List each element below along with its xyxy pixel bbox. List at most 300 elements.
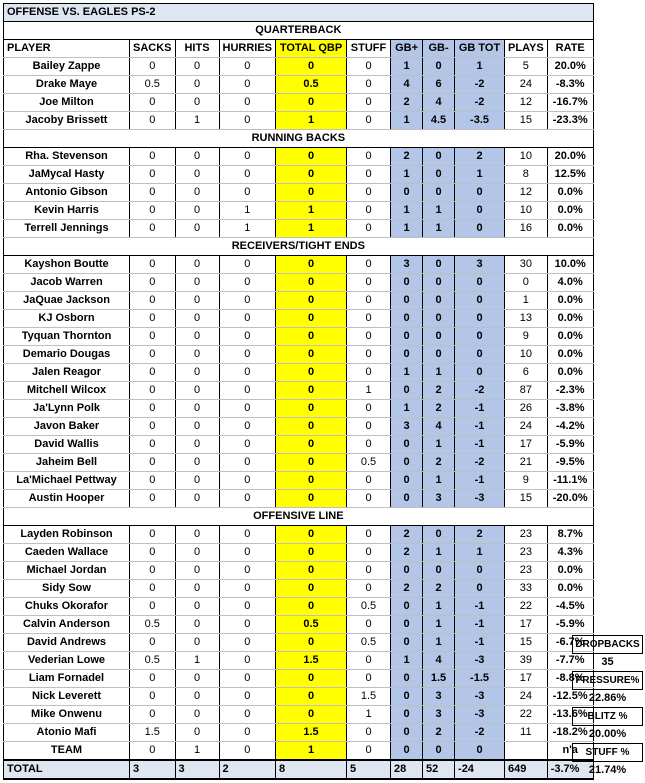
stat-cell: 0 bbox=[276, 472, 347, 490]
stat-cell: 0 bbox=[276, 706, 347, 724]
stat-cell: 16 bbox=[505, 220, 548, 238]
stat-cell: 0 bbox=[219, 490, 276, 508]
table-row bbox=[4, 454, 594, 472]
player-name: Vederian Lowe bbox=[4, 652, 130, 670]
stat-cell: -2 bbox=[455, 382, 505, 400]
stat-cell: 0.0% bbox=[547, 310, 593, 328]
stat-cell: 0 bbox=[347, 274, 391, 292]
stat-cell: 30 bbox=[505, 256, 548, 274]
stat-cell: 0 bbox=[276, 526, 347, 544]
stat-cell: 6 bbox=[423, 76, 455, 94]
stat-cell: 1 bbox=[391, 58, 423, 76]
stat-cell: 0 bbox=[347, 256, 391, 274]
section-header bbox=[4, 238, 594, 256]
table-row bbox=[4, 742, 594, 761]
stat-cell: 24 bbox=[505, 418, 548, 436]
sheet-title: OFFENSE VS. EAGLES PS-2 bbox=[4, 4, 594, 22]
player-name: Mike Onwenu bbox=[4, 706, 130, 724]
stat-cell: 0 bbox=[347, 166, 391, 184]
stat-cell: 0 bbox=[130, 94, 176, 112]
stat-cell: 0 bbox=[391, 346, 423, 364]
player-name: Kayshon Boutte bbox=[4, 256, 130, 274]
total-cell: 8 bbox=[276, 760, 347, 779]
table-row bbox=[4, 202, 594, 220]
table-row bbox=[4, 472, 594, 490]
stat-cell: 20.0% bbox=[547, 58, 593, 76]
stat-cell: 4.0% bbox=[547, 274, 593, 292]
stat-cell: 0 bbox=[347, 220, 391, 238]
stat-cell: 0 bbox=[219, 436, 276, 454]
stat-cell: -2 bbox=[455, 94, 505, 112]
stat-cell: 0 bbox=[276, 418, 347, 436]
side-stat-value: 20.00% bbox=[588, 728, 627, 740]
column-header-row bbox=[4, 40, 594, 58]
stat-cell: 0.5 bbox=[347, 634, 391, 652]
stat-cell: 2 bbox=[423, 724, 455, 742]
stat-cell: 4 bbox=[423, 652, 455, 670]
stat-cell: 26 bbox=[505, 400, 548, 418]
table-row bbox=[4, 598, 594, 616]
stat-cell: 0.0% bbox=[547, 364, 593, 382]
stat-cell: 0 bbox=[276, 184, 347, 202]
table-row bbox=[4, 526, 594, 544]
table-row bbox=[4, 382, 594, 400]
stat-cell: 0 bbox=[175, 166, 219, 184]
stat-cell: 0 bbox=[423, 256, 455, 274]
stat-cell: 0 bbox=[347, 562, 391, 580]
stat-cell: 0 bbox=[175, 220, 219, 238]
stat-cell: 0 bbox=[175, 580, 219, 598]
stat-cell: 0.0% bbox=[547, 184, 593, 202]
stat-cell: 0 bbox=[130, 274, 176, 292]
side-stat-value: 21.74% bbox=[588, 764, 627, 776]
stat-cell: 0 bbox=[276, 634, 347, 652]
stat-cell: -23.3% bbox=[547, 112, 593, 130]
stat-cell: 0 bbox=[347, 616, 391, 634]
stat-cell: -20.0% bbox=[547, 490, 593, 508]
stat-cell: -1 bbox=[455, 598, 505, 616]
stat-cell: 0 bbox=[423, 184, 455, 202]
total-cell: 5 bbox=[347, 760, 391, 779]
stat-cell: 0 bbox=[347, 580, 391, 598]
stat-cell: 87 bbox=[505, 382, 548, 400]
player-name: Chuks Okorafor bbox=[4, 598, 130, 616]
table-row bbox=[4, 256, 594, 274]
stat-cell: 2 bbox=[391, 544, 423, 562]
stat-cell: 0 bbox=[219, 58, 276, 76]
table-row bbox=[4, 652, 594, 670]
section-title: QUARTERBACK bbox=[4, 22, 594, 40]
player-name: Liam Fornadel bbox=[4, 670, 130, 688]
side-stat-label: STUFF % bbox=[573, 744, 643, 762]
stat-cell: 0 bbox=[130, 220, 176, 238]
column-header: SACKS bbox=[130, 40, 176, 58]
column-header: GB+ bbox=[391, 40, 423, 58]
stat-cell: 0 bbox=[391, 688, 423, 706]
stat-cell: 0 bbox=[423, 742, 455, 761]
total-cell: -24 bbox=[455, 760, 505, 779]
stat-cell: 0 bbox=[130, 256, 176, 274]
stat-cell: -11.1% bbox=[547, 472, 593, 490]
stat-cell: 1.5 bbox=[276, 652, 347, 670]
table-row bbox=[4, 184, 594, 202]
stat-cell: 2 bbox=[423, 400, 455, 418]
stat-cell: 1 bbox=[391, 166, 423, 184]
stat-cell: 1 bbox=[391, 364, 423, 382]
stat-cell: 0 bbox=[276, 148, 347, 166]
stat-cell: 12 bbox=[505, 94, 548, 112]
stat-cell: 1 bbox=[391, 400, 423, 418]
stat-cell: 1 bbox=[347, 382, 391, 400]
total-cell: 52 bbox=[423, 760, 455, 779]
stat-cell: 1 bbox=[455, 58, 505, 76]
stat-cell: 1 bbox=[423, 364, 455, 382]
stat-cell: 0 bbox=[391, 742, 423, 761]
stat-cell: 0 bbox=[455, 310, 505, 328]
stat-cell: 1 bbox=[276, 202, 347, 220]
player-name: Bailey Zappe bbox=[4, 58, 130, 76]
stat-cell: 1 bbox=[219, 220, 276, 238]
stat-cell: 0 bbox=[130, 58, 176, 76]
column-header: HURRIES bbox=[219, 40, 276, 58]
stat-cell: 0 bbox=[423, 346, 455, 364]
stat-cell: 3 bbox=[455, 256, 505, 274]
stat-cell: 0 bbox=[130, 310, 176, 328]
stat-cell: -2 bbox=[455, 454, 505, 472]
stat-cell: 0 bbox=[130, 490, 176, 508]
column-header: GB- bbox=[423, 40, 455, 58]
player-name: Austin Hooper bbox=[4, 490, 130, 508]
stat-cell: -13.6% bbox=[547, 706, 593, 724]
stat-cell: 0 bbox=[175, 274, 219, 292]
stat-cell: 0 bbox=[391, 472, 423, 490]
total-row bbox=[4, 760, 594, 779]
stat-cell: 0 bbox=[423, 328, 455, 346]
stat-cell: 0 bbox=[130, 436, 176, 454]
stat-cell: 0 bbox=[175, 58, 219, 76]
player-name: Mitchell Wilcox bbox=[4, 382, 130, 400]
stat-cell: 0 bbox=[130, 202, 176, 220]
stat-cell: 0 bbox=[391, 454, 423, 472]
stat-cell: 0 bbox=[391, 562, 423, 580]
stat-cell: 5 bbox=[505, 58, 548, 76]
stat-cell: 0 bbox=[175, 346, 219, 364]
stat-cell: 15 bbox=[505, 490, 548, 508]
table-row bbox=[4, 634, 594, 652]
stat-cell: -3 bbox=[455, 688, 505, 706]
table-row bbox=[4, 490, 594, 508]
column-header: STUFF bbox=[347, 40, 391, 58]
stat-cell: 2 bbox=[423, 580, 455, 598]
stat-cell: 1 bbox=[423, 436, 455, 454]
table-row bbox=[4, 292, 594, 310]
stat-cell: 0 bbox=[175, 364, 219, 382]
stat-cell: 1 bbox=[276, 742, 347, 761]
stat-cell: 0 bbox=[276, 436, 347, 454]
stat-cell: 0 bbox=[219, 472, 276, 490]
stat-cell: 0.0% bbox=[547, 346, 593, 364]
table-row bbox=[4, 220, 594, 238]
stat-cell: 0.5 bbox=[130, 76, 176, 94]
stat-cell: 0.5 bbox=[130, 616, 176, 634]
table-row bbox=[4, 112, 594, 130]
player-name: Nick Leverett bbox=[4, 688, 130, 706]
table-row bbox=[4, 94, 594, 112]
stat-cell: 10.0% bbox=[547, 256, 593, 274]
stat-cell: 0.5 bbox=[130, 652, 176, 670]
stat-cell: 0 bbox=[175, 94, 219, 112]
stat-cell: 0 bbox=[175, 328, 219, 346]
table-row bbox=[4, 328, 594, 346]
stat-cell: 0 bbox=[391, 490, 423, 508]
total-label: TOTAL bbox=[4, 760, 130, 779]
player-name: TEAM bbox=[4, 742, 130, 761]
stat-cell: -16.7% bbox=[547, 94, 593, 112]
stat-cell: 0.0% bbox=[547, 562, 593, 580]
stat-cell: 0 bbox=[347, 112, 391, 130]
stat-cell: -1 bbox=[455, 400, 505, 418]
stat-cell: 2 bbox=[391, 94, 423, 112]
stat-cell: 0 bbox=[347, 670, 391, 688]
stat-cell: 0 bbox=[130, 706, 176, 724]
table-row bbox=[4, 274, 594, 292]
stat-cell: -8.3% bbox=[547, 76, 593, 94]
stat-cell: 0 bbox=[455, 220, 505, 238]
stat-cell: 21 bbox=[505, 454, 548, 472]
stat-cell: 0 bbox=[175, 76, 219, 94]
stat-cell: 1 bbox=[175, 652, 219, 670]
stat-cell: -5.9% bbox=[547, 616, 593, 634]
stat-cell: 9 bbox=[505, 472, 548, 490]
stat-cell: 0 bbox=[219, 256, 276, 274]
stat-cell: 0 bbox=[219, 94, 276, 112]
stat-cell: 0 bbox=[455, 346, 505, 364]
stat-cell: 0 bbox=[276, 580, 347, 598]
stat-cell: 0 bbox=[276, 256, 347, 274]
stat-cell: -1 bbox=[455, 418, 505, 436]
stat-cell: 1 bbox=[219, 202, 276, 220]
stat-cell: 0 bbox=[219, 382, 276, 400]
stat-cell: 1.5 bbox=[276, 724, 347, 742]
stat-cell: 0 bbox=[276, 490, 347, 508]
player-name: Kevin Harris bbox=[4, 202, 130, 220]
stat-cell: 20.0% bbox=[547, 148, 593, 166]
stat-cell: 0 bbox=[276, 166, 347, 184]
stat-cell: 0 bbox=[219, 562, 276, 580]
stat-cell: 1 bbox=[276, 112, 347, 130]
player-name: Antonio Gibson bbox=[4, 184, 130, 202]
stat-cell: 0 bbox=[219, 166, 276, 184]
stat-cell: -2 bbox=[455, 76, 505, 94]
stat-cell: 0 bbox=[175, 256, 219, 274]
side-stat-label: DROPBACKS bbox=[573, 636, 643, 654]
stat-cell: 1.5 bbox=[347, 688, 391, 706]
side-stat-label: PRESSURE% bbox=[573, 672, 643, 690]
stat-cell: 0 bbox=[423, 58, 455, 76]
stat-cell: 12 bbox=[505, 184, 548, 202]
stat-cell: 0 bbox=[347, 400, 391, 418]
side-stat-value: 22.86% bbox=[588, 692, 627, 704]
stat-cell: 0 bbox=[175, 562, 219, 580]
stat-cell: 11 bbox=[505, 724, 548, 742]
table-row bbox=[4, 562, 594, 580]
stat-cell: 0.0% bbox=[547, 292, 593, 310]
stat-cell: 4 bbox=[391, 76, 423, 94]
stat-cell: 0 bbox=[455, 274, 505, 292]
stat-cell: 0 bbox=[423, 562, 455, 580]
stat-cell: 1 bbox=[505, 292, 548, 310]
stat-cell: 23 bbox=[505, 526, 548, 544]
side-stat-value: 35 bbox=[601, 656, 614, 668]
stat-cell: 23 bbox=[505, 562, 548, 580]
player-name: Drake Maye bbox=[4, 76, 130, 94]
stat-cell: 0 bbox=[423, 274, 455, 292]
stat-cell: 0 bbox=[391, 634, 423, 652]
stat-cell: 1 bbox=[455, 544, 505, 562]
player-name: Jaheim Bell bbox=[4, 454, 130, 472]
stat-cell: 0 bbox=[391, 724, 423, 742]
stat-cell: 1 bbox=[423, 634, 455, 652]
stat-cell: 0 bbox=[423, 526, 455, 544]
stat-cell: 0 bbox=[276, 292, 347, 310]
stat-cell: 0 bbox=[455, 562, 505, 580]
table-row bbox=[4, 580, 594, 598]
section-header bbox=[4, 22, 594, 40]
table-row bbox=[4, 616, 594, 634]
stat-cell: 0 bbox=[175, 688, 219, 706]
stat-cell: 0 bbox=[219, 544, 276, 562]
stat-cell: 3 bbox=[423, 490, 455, 508]
stat-cell: 10 bbox=[505, 346, 548, 364]
stat-cell: 0 bbox=[130, 112, 176, 130]
stat-cell: 0 bbox=[347, 472, 391, 490]
stat-cell: 0.0% bbox=[547, 580, 593, 598]
table-row bbox=[4, 436, 594, 454]
stat-cell: -6.7% bbox=[547, 634, 593, 652]
stat-cell: 0 bbox=[219, 526, 276, 544]
stat-cell: 0 bbox=[347, 652, 391, 670]
stat-cell: 0 bbox=[347, 526, 391, 544]
total-cell: -3.7% bbox=[547, 760, 593, 779]
stat-cell: 1 bbox=[391, 112, 423, 130]
player-name: David Andrews bbox=[4, 634, 130, 652]
stat-cell: 0 bbox=[130, 346, 176, 364]
table-row bbox=[4, 310, 594, 328]
column-header: PLAYS bbox=[505, 40, 548, 58]
stat-cell: 0 bbox=[175, 598, 219, 616]
stat-cell: 3 bbox=[423, 706, 455, 724]
stat-cell: 0 bbox=[175, 418, 219, 436]
stat-cell: 0 bbox=[175, 634, 219, 652]
section-title: RUNNING BACKS bbox=[4, 130, 594, 148]
player-name: Calvin Anderson bbox=[4, 616, 130, 634]
stat-cell: 0 bbox=[175, 148, 219, 166]
stat-cell: 0 bbox=[347, 742, 391, 761]
stat-cell: -8.8% bbox=[547, 670, 593, 688]
stat-cell: 0 bbox=[455, 742, 505, 761]
stat-cell: 17 bbox=[505, 616, 548, 634]
stat-cell: 0 bbox=[276, 328, 347, 346]
stat-cell: 24 bbox=[505, 76, 548, 94]
stat-cell: 0 bbox=[130, 382, 176, 400]
stat-cell: 0 bbox=[130, 184, 176, 202]
stat-cell: 0 bbox=[130, 526, 176, 544]
stat-cell: 0 bbox=[391, 598, 423, 616]
stat-cell: 0 bbox=[347, 346, 391, 364]
stats-table bbox=[3, 3, 594, 780]
stat-cell: 4.5 bbox=[423, 112, 455, 130]
stat-cell: 0 bbox=[175, 202, 219, 220]
stat-cell: 0 bbox=[423, 148, 455, 166]
player-name: Tyquan Thornton bbox=[4, 328, 130, 346]
stat-cell: 0 bbox=[219, 724, 276, 742]
stat-cell: 0 bbox=[175, 544, 219, 562]
table-row bbox=[4, 364, 594, 382]
stat-cell: -2.3% bbox=[547, 382, 593, 400]
stat-cell: 0 bbox=[505, 274, 548, 292]
table-row bbox=[4, 148, 594, 166]
stat-cell: 0 bbox=[276, 310, 347, 328]
stat-cell: 1 bbox=[276, 220, 347, 238]
stat-cell: 12.5% bbox=[547, 166, 593, 184]
stat-cell: 0 bbox=[347, 436, 391, 454]
stat-cell: 0 bbox=[219, 346, 276, 364]
stat-cell: 0 bbox=[276, 274, 347, 292]
stat-cell: 0 bbox=[219, 418, 276, 436]
column-header: TOTAL QBP bbox=[276, 40, 347, 58]
stat-cell: 0 bbox=[276, 382, 347, 400]
stat-cell: 1 bbox=[423, 202, 455, 220]
stat-cell: 1 bbox=[455, 166, 505, 184]
stat-cell: 0 bbox=[276, 562, 347, 580]
total-cell: 2 bbox=[219, 760, 276, 779]
stat-cell: 0 bbox=[347, 148, 391, 166]
section-header bbox=[4, 130, 594, 148]
stat-cell: 0 bbox=[219, 184, 276, 202]
stat-cell: -3 bbox=[455, 490, 505, 508]
stat-cell: 0 bbox=[130, 166, 176, 184]
stat-cell: -3 bbox=[455, 652, 505, 670]
player-name: JaMycal Hasty bbox=[4, 166, 130, 184]
stat-cell: 0 bbox=[175, 724, 219, 742]
stat-cell: 0 bbox=[175, 616, 219, 634]
player-name: Atonio Mafi bbox=[4, 724, 130, 742]
player-name: Caeden Wallace bbox=[4, 544, 130, 562]
stat-cell: 1 bbox=[391, 220, 423, 238]
total-cell: 649 bbox=[505, 760, 548, 779]
player-name: David Wallis bbox=[4, 436, 130, 454]
table-row bbox=[4, 688, 594, 706]
stat-cell: 39 bbox=[505, 652, 548, 670]
stat-cell: 0 bbox=[219, 706, 276, 724]
stat-cell: 0.0% bbox=[547, 202, 593, 220]
stat-cell: 0 bbox=[455, 580, 505, 598]
stat-cell: 0 bbox=[130, 454, 176, 472]
stat-cell: 0 bbox=[175, 670, 219, 688]
stat-cell: 0 bbox=[391, 670, 423, 688]
stat-cell: -3 bbox=[455, 706, 505, 724]
stat-cell: 2 bbox=[391, 526, 423, 544]
table-row bbox=[4, 400, 594, 418]
stat-cell: -2 bbox=[455, 724, 505, 742]
stat-cell: 0 bbox=[347, 76, 391, 94]
stat-cell: 2 bbox=[455, 526, 505, 544]
stat-cell: 0 bbox=[219, 598, 276, 616]
stat-cell: 0 bbox=[175, 292, 219, 310]
stat-cell: 0 bbox=[347, 418, 391, 436]
stat-cell: 0 bbox=[347, 328, 391, 346]
stat-cell: 0 bbox=[276, 598, 347, 616]
